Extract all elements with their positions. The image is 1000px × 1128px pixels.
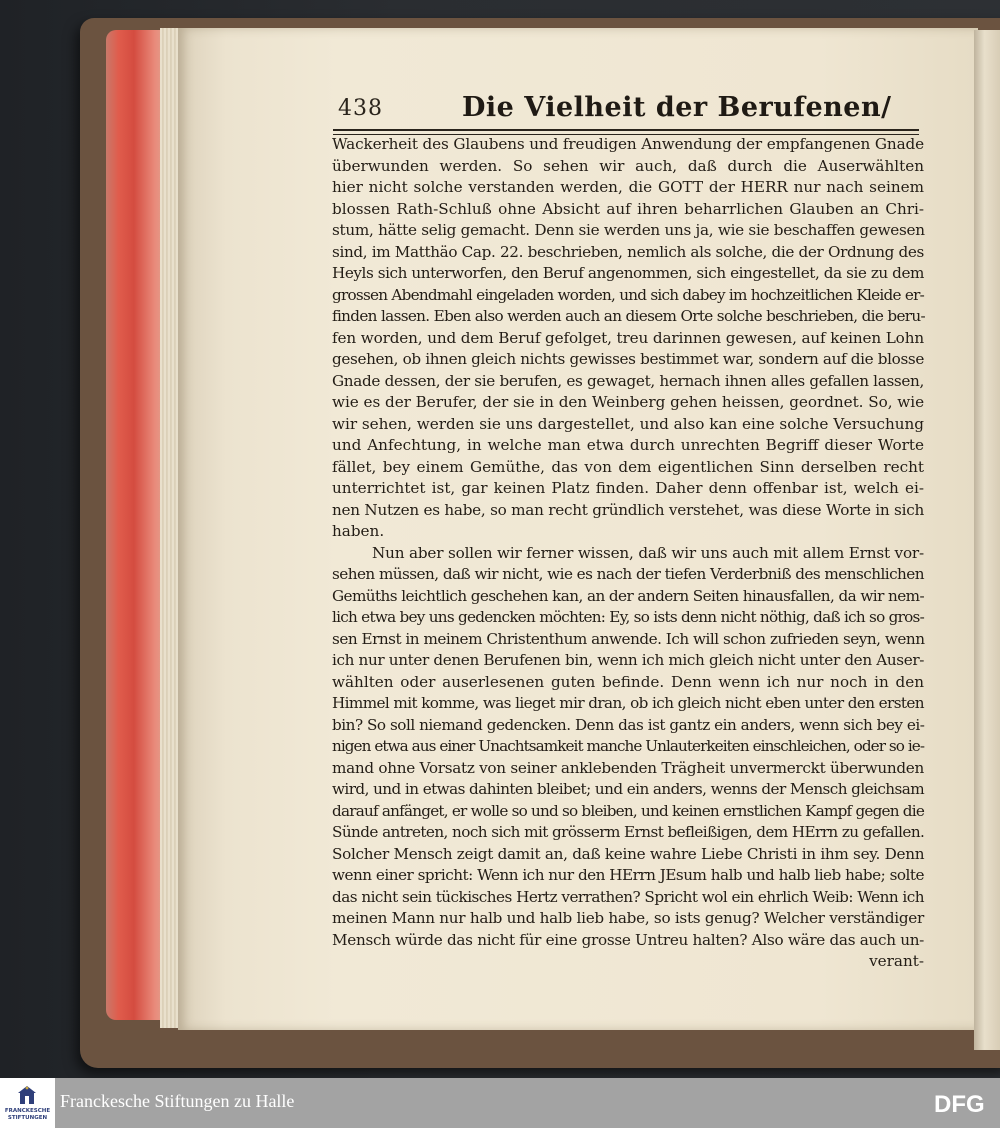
text-line: nigen etwa aus einer Unachtsamkeit manche Unlauterkeiten einschleichen, oder so ie-: [332, 737, 925, 755]
logo-caption-line2: STIFTUNGEN: [7, 1114, 48, 1121]
text-line: Sünde antreten, noch sich mit grösserm Ernst befleißigen, dem HErrn zu gefallen.: [332, 823, 925, 841]
text-line: ich nur unter denen Berufenen bin, wenn ich mich gleich nicht unter den Auser-: [332, 651, 924, 669]
text-line: bin? So soll niemand gedencken. Denn das ist gantz ein anders, wenn sich bey ei-: [332, 715, 925, 734]
running-head: Die Vielheit der Berufenen/: [462, 92, 892, 123]
text-line: sehen müssen, daß wir nicht, wie es nach der tiefen Verderbniß des menschlichen: [332, 565, 924, 583]
text-line: das nicht sein tückisches Hertz verrathen? Spricht wol ein ehrlich Weib: Wenn ich: [332, 887, 925, 906]
catchword: verant-: [869, 952, 924, 970]
dfg-logo-icon[interactable]: [934, 1090, 992, 1116]
text-line: mand ohne Vorsatz von seiner anklebenden Trägheit unvermerckt überwunden: [332, 758, 925, 777]
text-line: fället, bey einem Gemüthe, das von dem eigentlichen Sinn derselben recht: [332, 457, 924, 476]
logo-caption: [2, 1108, 53, 1121]
page-header: [338, 92, 938, 132]
text-line: Mensch würde das nicht für eine grosse Untreu halten? Also wäre das auch un-: [332, 930, 925, 949]
text-line: stum, hätte selig gemacht. Denn sie werden uns ja, wie sie beschaffen gewesen: [332, 221, 925, 239]
text-line: fen worden, und dem Beruf gefolget, treu darinnen gewesen, auf keinen Lohn: [332, 328, 924, 347]
text-line: wird, und in etwas dahinten bleibet; und ein anders, wenns der Mensch gleichsam: [332, 780, 925, 798]
franckesche-logo[interactable]: [0, 1078, 55, 1128]
text-line: wie es der Berufer, der sie in den Weinberg gehen heissen, geordnet. So, wie: [332, 393, 925, 411]
text-line: nen Nutzen es habe, so man recht gründlich verstehet, was diese Worte in sich: [332, 500, 924, 519]
text-line: Gnade dessen, der sie berufen, es gewaget, hernach ihnen alles gefallen lassen,: [332, 371, 925, 390]
text-line: sen Ernst in meinem Christenthum anwende. Ich will schon zufrieden seyn, wenn: [332, 629, 925, 648]
text-line: blossen Rath-Schluß ohne Absicht auf ihren beharrlichen Glauben an Chri-: [332, 199, 924, 218]
text-line: Heyls sich unterworfen, den Beruf angenommen, sich eingestellet, da sie zu dem: [332, 264, 925, 282]
footer-title[interactable]: Franckesche Stiftungen zu Halle: [60, 1091, 295, 1111]
text-line: darauf anfänget, er wolle so und so bleiben, und keinen ernstlichen Kampf gegen die: [332, 801, 925, 820]
text-line: grossen Abendmahl eingeladen worden, und sich dabey im hochzeitlichen Kleide er-: [332, 285, 924, 304]
text-line: Solcher Mensch zeigt damit an, daß keine wahre Liebe Christi in ihm sey. Denn: [332, 844, 925, 863]
page-number: 438: [338, 96, 383, 121]
text-line: lich etwa bey uns gedencken möchten: Ey, so ists denn nicht nöthig, daß ich so gros-: [332, 608, 925, 626]
text-line: sind, im Matthäo Cap. 22. beschrieben, nemlich als solche, die der Ordnung des: [332, 242, 924, 261]
text-line: Nun aber sollen wir ferner wissen, daß wir uns auch mit allem Ernst vor-: [372, 543, 924, 562]
text-line: wir sehen, werden sie uns dargestellet, und also kan eine solche Versuchung: [332, 414, 925, 433]
orphanage-emblem-icon: [17, 1084, 37, 1106]
text-line: Himmel mit komme, was lieget mir dran, ob ich gleich nicht eben unter den ersten: [332, 694, 924, 712]
text-line: und Anfechtung, in welche man etwa durch unrechten Begriff dieser Worte: [332, 436, 924, 454]
text-line: überwunden werden. So sehen wir auch, daß durch die Auserwählten: [332, 156, 924, 175]
text-line: wenn einer spricht: Wenn ich nur den HErrn JEsum halb und halb lieb habe; solte: [332, 866, 924, 884]
facing-page-edge: [974, 30, 1000, 1050]
text-line: haben.: [332, 522, 385, 540]
text-line: wählten oder auserlesenen guten befinde. Denn wenn ich nur noch in den: [332, 672, 924, 691]
text-line: meinen Mann nur halb und halb lieb habe, so ists genug? Welcher verständiger: [332, 909, 924, 927]
text-line: gesehen, ob ihnen gleich nichts gewisses bestimmet war, sondern auf die blosse: [332, 350, 924, 368]
text-line: finden lassen. Eben also werden auch an diesem Orte solche beschrieben, die beru-: [332, 307, 925, 325]
text-line: hier nicht solche verstanden werden, die GOTT der HERR nur nach seinem: [332, 178, 924, 196]
text-line: Gemüths leichtlich geschehen kan, an der andern Seiten hinausfallen, da wir nem-: [332, 586, 924, 605]
text-line: unterrichtet ist, gar keinen Platz finden. Daher denn offenbar ist, welch ei-: [332, 479, 924, 497]
body-text: [332, 134, 924, 973]
text-line: Wackerheit des Glaubens und freudigen Anwendung der empfangenen Gnade: [332, 135, 924, 153]
dfg-logo-text: DFG: [934, 1091, 985, 1116]
logo-caption-line1: FRANCKESCHE: [4, 1108, 51, 1114]
footer-bar: [0, 1078, 1000, 1128]
